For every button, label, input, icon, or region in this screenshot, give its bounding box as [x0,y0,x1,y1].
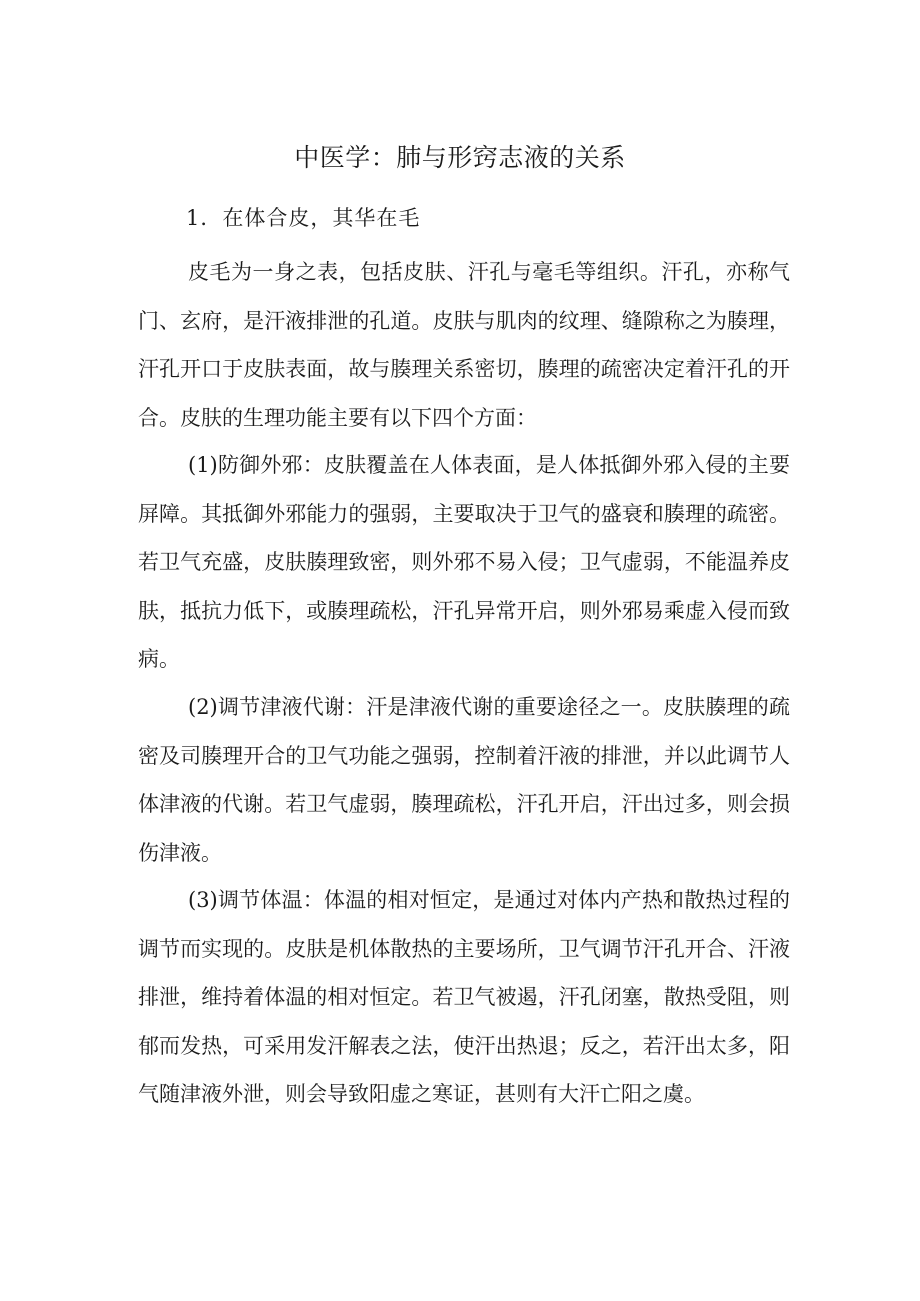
paragraph-fluid-metabolism: (2)调节津液代谢：汗是津液代谢的重要途径之一。皮肤腠理的疏密及司腠理开合的卫气功能之强弱，控制着汗液的排泄，并以此调节人体津液的代谢。若卫气虚弱，腠理疏松，汗孔开启，汗出过多，则会损伤津液。 [138,695,790,865]
section-heading: 1．在体合皮，其华在毛 [186,206,421,230]
paragraph-defense: (1)防御外邪：皮肤覆盖在人体表面，是人体抵御外邪入侵的主要屏障。其抵御外邪能力的强弱，主要取决于卫气的盛衰和腠理的疏密。若卫气充盛，皮肤腠理致密，则外邪不易入侵；卫气虚弱，不能温养皮肤，抵抗力低下，或腠理疏松，汗孔异常开启，则外邪易乘虚入侵而致病。 [138,453,790,671]
paragraph-temperature: (3)调节体温：体温的相对恒定，是通过对体内产热和散热过程的调节而实现的。皮肤是机体散热的主要场所，卫气调节汗孔开合、汗液排泄，维持着体温的相对恒定。若卫气被遏，汗孔闭塞，散热受阻，则郁而发热，可采用发汗解表之法，使汗出热退；反之，若汗出太多，阳气随津液外泄，则会导致阳虚之寒证，甚则有大汗亡阳之虞。 [138,888,790,1106]
paragraph-intro: 皮毛为一身之表，包括皮肤、汗孔与毫毛等组织。汗孔，亦称气门、玄府，是汗液排泄的孔道。皮肤与肌肉的纹理、缝隙称之为腠理，汗孔开口于皮肤表面，故与腠理关系密切，腠理的疏密决定着汗孔的开合。皮肤的生理功能主要有以下四个方面： [138,260,790,430]
page-title: 中医学：肺与形窍志液的关系 [294,143,626,172]
